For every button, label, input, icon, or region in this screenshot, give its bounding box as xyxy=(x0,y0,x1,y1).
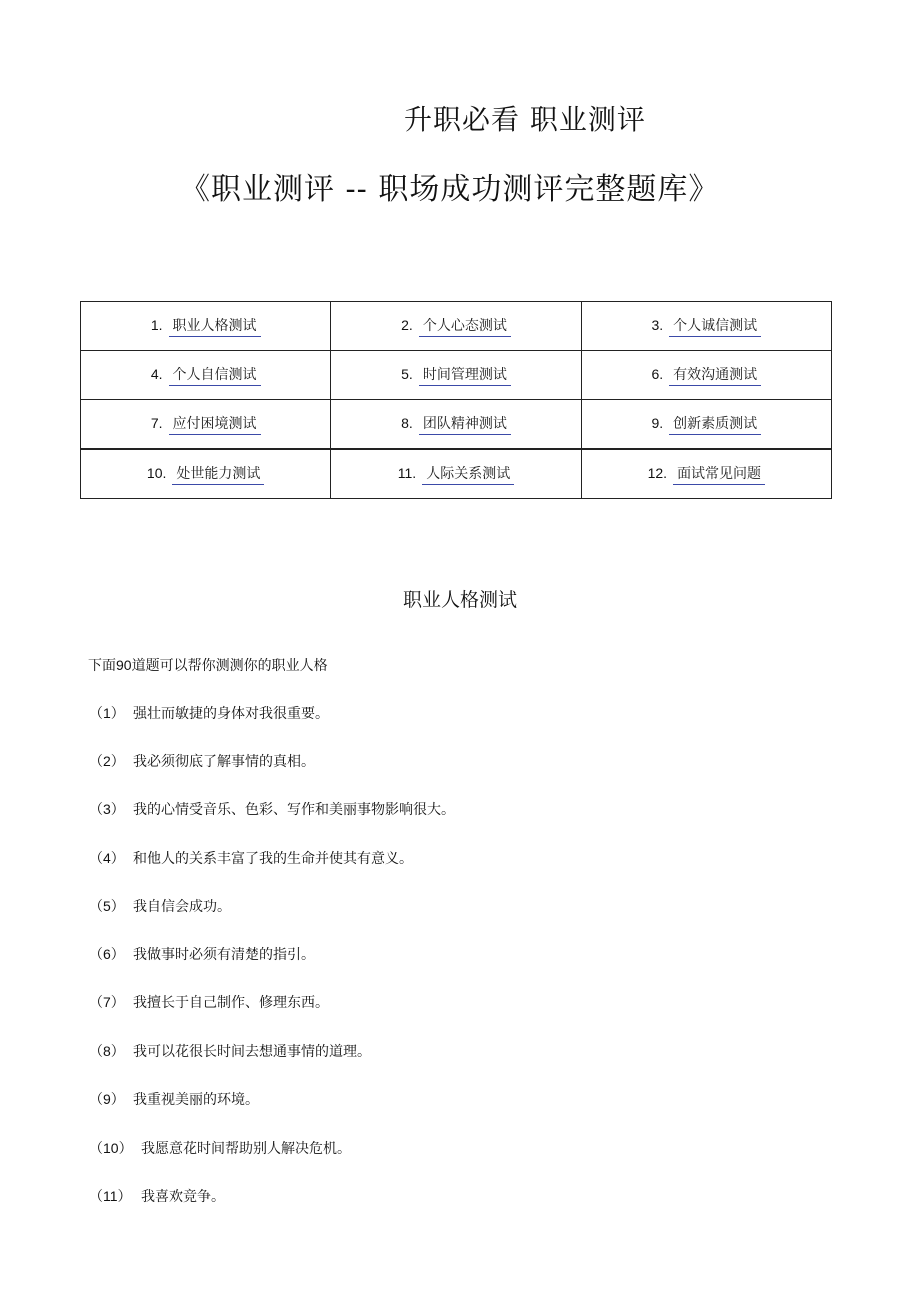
question-text: 强壮而敏捷的身体对我很重要。 xyxy=(133,706,329,722)
toc-link-social-skills[interactable]: 处世能力测试 xyxy=(172,463,264,485)
table-of-contents xyxy=(80,301,832,499)
toc-cell xyxy=(331,302,581,351)
section-intro xyxy=(88,655,328,675)
toc-cell xyxy=(331,400,581,450)
question-number: （10） xyxy=(89,1140,133,1156)
question-item xyxy=(89,799,455,819)
question-item xyxy=(89,1138,351,1158)
question-item xyxy=(89,1041,371,1061)
toc-link-integrity[interactable]: 个人诚信测试 xyxy=(669,315,761,337)
question-item xyxy=(89,944,315,964)
question-text: 我做事时必须有清楚的指引。 xyxy=(133,947,315,963)
question-text: 我擅长于自己制作、修理东西。 xyxy=(133,995,329,1011)
toc-row xyxy=(81,351,832,400)
page-title: 升职必看 职业测评 xyxy=(404,103,646,136)
question-text: 我喜欢竞争。 xyxy=(141,1189,225,1205)
question-item xyxy=(89,751,315,771)
toc-number: 2. xyxy=(401,317,413,333)
question-item xyxy=(89,1089,259,1109)
toc-link-time-management[interactable]: 时间管理测试 xyxy=(419,364,511,386)
toc-cell xyxy=(81,400,331,450)
intro-count: 90 xyxy=(116,657,132,673)
toc-row xyxy=(81,302,832,351)
toc-number: 5. xyxy=(401,366,413,382)
question-number: （1） xyxy=(89,705,125,721)
toc-link-adversity[interactable]: 应付困境测试 xyxy=(169,413,261,435)
question-number: （3） xyxy=(89,801,125,817)
question-text: 我的心情受音乐、色彩、写作和美丽事物影响很大。 xyxy=(133,802,455,818)
toc-number: 9. xyxy=(651,415,664,431)
question-number: （7） xyxy=(89,994,125,1010)
toc-number: 8. xyxy=(401,415,413,431)
intro-suffix: 道题可以帮你测测你的职业人格 xyxy=(131,658,328,674)
question-number: （6） xyxy=(89,946,125,962)
toc-number: 6. xyxy=(651,366,664,382)
toc-cell xyxy=(81,449,331,499)
toc-link-communication[interactable]: 有效沟通测试 xyxy=(669,364,761,386)
question-item xyxy=(89,992,329,1012)
toc-link-teamwork[interactable]: 团队精神测试 xyxy=(419,413,511,435)
question-number: （4） xyxy=(89,850,125,866)
question-number: （9） xyxy=(89,1091,125,1107)
question-item xyxy=(89,1186,225,1206)
toc-link-personal-mindset[interactable]: 个人心态测试 xyxy=(419,315,511,337)
toc-row xyxy=(81,449,832,499)
question-number: （11） xyxy=(89,1188,132,1204)
toc-cell xyxy=(331,449,581,499)
toc-link-career-personality[interactable]: 职业人格测试 xyxy=(169,315,261,337)
question-number: （2） xyxy=(89,753,125,769)
question-item xyxy=(89,896,231,916)
toc-number: 3. xyxy=(651,317,664,333)
toc-link-interview-questions[interactable]: 面试常见问题 xyxy=(673,463,765,485)
toc-cell xyxy=(81,302,331,351)
toc-number: 4. xyxy=(150,366,163,382)
question-text: 我重视美丽的环境。 xyxy=(133,1092,259,1108)
toc-cell xyxy=(581,400,831,450)
toc-cell xyxy=(331,351,581,400)
toc-cell xyxy=(581,351,831,400)
question-number: （8） xyxy=(89,1043,125,1059)
toc-link-self-confidence[interactable]: 个人自信测试 xyxy=(169,364,261,386)
toc-link-innovation[interactable]: 创新素质测试 xyxy=(669,413,761,435)
page-subtitle: 《职业测评 -- 职场成功测评完整题库》 xyxy=(180,172,720,207)
question-text: 我必须彻底了解事情的真相。 xyxy=(133,754,315,770)
toc-cell xyxy=(581,449,831,499)
toc-link-relationships[interactable]: 人际关系测试 xyxy=(422,463,514,485)
question-item xyxy=(89,703,329,723)
toc-number: 10. xyxy=(146,465,167,481)
section-title: 职业人格测试 xyxy=(402,589,517,611)
question-item xyxy=(89,848,413,868)
question-text: 和他人的关系丰富了我的生命并使其有意义。 xyxy=(133,851,413,867)
toc-cell xyxy=(81,351,331,400)
question-text: 我可以花很长时间去想通事情的道理。 xyxy=(133,1044,371,1060)
toc-number: 11. xyxy=(397,465,417,481)
toc-number: 7. xyxy=(150,415,163,431)
question-text: 我自信会成功。 xyxy=(133,899,231,915)
question-text: 我愿意花时间帮助别人解决危机。 xyxy=(141,1141,351,1157)
question-number: （5） xyxy=(89,898,125,914)
toc-number: 1. xyxy=(150,317,163,333)
toc-number: 12. xyxy=(647,465,668,481)
toc-row xyxy=(81,400,832,450)
intro-prefix: 下面 xyxy=(88,658,116,674)
toc-cell xyxy=(581,302,831,351)
